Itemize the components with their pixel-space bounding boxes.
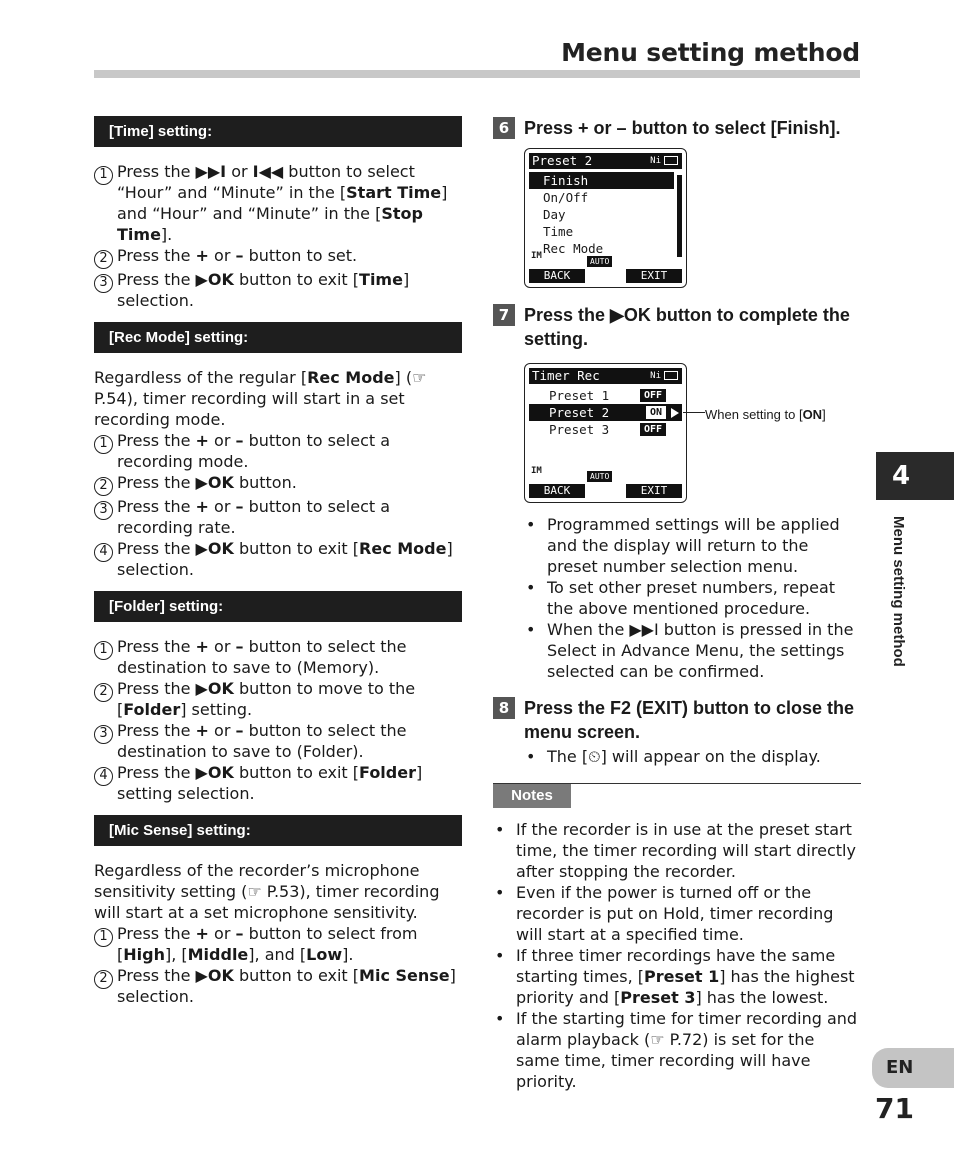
list-item-text: Press the ▶OK button to exit [Time] selection. [117,270,410,310]
list-item [94,720,462,762]
step-number-circle: 4 [94,543,113,562]
back-softkey: BACK [529,269,585,283]
list-item [94,472,462,496]
notes-header [493,783,861,805]
battery-type-icon: Ni [650,371,661,381]
callout-label: When setting to [ON] [705,407,826,422]
preset-row: Preset 1 OFF [529,387,682,404]
exit-softkey: EXIT [626,269,682,283]
screen-header: Timer Rec Ni [529,368,682,384]
battery-icon [664,371,678,380]
left-column [94,116,462,1007]
time-steps [94,161,462,311]
auto-badge: AUTO [587,471,612,482]
list-item [94,636,462,678]
battery-type-icon: Ni [650,156,661,166]
list-item: • If the starting time for timer recording and alarm playback (☞ P.72) is set for the same time, timer recording will have priority. [495,1009,858,1091]
section-heading-mic-sense: [Mic Sense] setting: [94,815,462,846]
list-item [94,538,462,580]
step-number-circle: 2 [94,477,113,496]
status-badge: ON [646,406,666,419]
rec-mode-block [94,367,462,580]
list-item-text: Press the + or – button to set. [117,246,358,265]
list-item: • To set other preset numbers, repeat the above mentioned procedure. [526,578,836,618]
list-item-text: Press the ▶OK button. [117,473,297,492]
page-number: 71 [875,1092,914,1125]
exit-softkey: EXIT [626,484,682,498]
list-item-text: Press the + or – button to select the destination to save to (Folder). [117,721,407,761]
status-badge: OFF [640,423,666,436]
step-number-circle: 1 [94,435,113,454]
menu-item: Rec Mode [543,241,604,256]
list-item [94,923,462,965]
step-number: 7 [493,304,515,326]
notes-list [493,819,861,1092]
list-item: • If the recorder is in use at the preset start time, the timer recording will start directly after stopping the recorder. [495,820,856,881]
scrollbar [677,175,682,257]
title-rule [94,70,860,78]
callout-line [683,412,705,413]
list-item [94,965,462,1007]
list-item-text: Press the + or – button to select the destination to save to (Memory). [117,637,407,677]
step-number-circle: 3 [94,274,113,293]
step-number-circle: 1 [94,928,113,947]
section-heading-folder: [Folder] setting: [94,591,462,622]
step-8-notes [524,746,861,767]
previous-button-icon: I◀◀ [252,162,284,181]
list-item [94,269,462,311]
chapter-tab: 4 [876,452,954,500]
mic-icon: IM [531,251,542,261]
step-number-circle: 1 [94,166,113,185]
battery-icon [664,156,678,165]
back-softkey: BACK [529,484,585,498]
step-text: Press + or – button to select [Finish]. [524,118,841,138]
list-item-text: Press the + or – button to select from [High], [Middle], and [Low]. [117,924,418,964]
mic-sense-block [94,860,462,1007]
list-item: • Programmed settings will be applied and the display will return to the preset number selection menu. [526,515,840,576]
list-item [94,245,462,269]
play-arrow-icon [671,408,679,418]
section-heading-rec-mode: [Rec Mode] setting: [94,322,462,353]
preset-row: Preset 3 OFF [529,421,682,438]
list-item: • The [⏲] will appear on the display. [526,747,821,766]
step-number-circle: 3 [94,501,113,520]
device-screen-preset [524,148,687,288]
rec-mode-intro: Regardless of the regular [Rec Mode] (☞ P.54), timer recording will start in a set recording mode. [94,368,427,429]
list-item [94,161,462,245]
auto-badge: AUTO [587,256,612,267]
step-7 [493,303,861,351]
preset-row-selected: Preset 2 ON [529,404,682,421]
step-number-circle: 4 [94,767,113,786]
language-tab: EN [872,1048,954,1088]
screen-header: Preset 2 Ni [529,153,682,169]
step-7-notes [524,514,861,682]
device-screen-timer-rec [524,363,826,503]
step-number-circle: 2 [94,250,113,269]
list-item: • When the ▶▶I button is pressed in the Select in Advance Menu, the settings selected can be confirmed. [526,620,854,681]
step-number-circle: 3 [94,725,113,744]
list-item: • Even if the power is turned off or the recorder is put on Hold, timer recording will start at a specified time. [495,883,834,944]
page-title: Menu setting method [561,38,860,67]
list-item-text: Press the + or – button to select a recording mode. [117,431,391,471]
step-6 [493,116,861,140]
menu-item: Time [543,224,574,239]
section-heading-time: [Time] setting: [94,116,462,147]
list-item-text: Press the + or – button to select a recording rate. [117,497,391,537]
list-item [94,496,462,538]
list-item-text: Press the ▶▶I or I◀◀ button to select “Hour” and “Minute” in the [Start Time] and “Hour” and “Minute” in the [Stop Time]. [117,162,448,244]
list-item-text: Press the ▶OK button to exit [Folder] setting selection. [117,763,423,803]
step-8 [493,696,861,744]
step-text: Press the ▶OK button to complete the setting. [524,305,850,349]
list-item [94,678,462,720]
menu-item-selected: Finish [529,172,674,189]
right-column [493,116,861,1092]
notes-label: Notes [493,784,571,808]
next-button-icon: ▶▶I [195,162,227,181]
menu-item: On/Off [543,190,589,205]
list-item [94,762,462,804]
step-text: Press the F2 (EXIT) button to close the menu screen. [524,698,855,742]
folder-steps [94,636,462,804]
step-number: 6 [493,117,515,139]
list-item-text: Press the ▶OK button to exit [Mic Sense] selection. [117,966,456,1006]
list-item-text: Press the ▶OK button to exit [Rec Mode] selection. [117,539,453,579]
step-number-circle: 1 [94,641,113,660]
step-number-circle: 2 [94,683,113,702]
status-badge: OFF [640,389,666,402]
mic-sense-intro: Regardless of the recorder’s microphone sensitivity setting (☞ P.53), timer recording will start at a set microphone sensitivity. [94,861,440,922]
list-item [94,430,462,472]
mic-icon: IM [531,466,542,476]
list-item-text: Press the ▶OK button to move to the [Folder] setting. [117,679,416,719]
chapter-label: Menu setting method [890,516,907,667]
step-number: 8 [493,697,515,719]
step-number-circle: 2 [94,970,113,989]
list-item: • If three timer recordings have the same starting times, [Preset 1] has the highest priority and [Preset 3] has the lowest. [495,946,855,1007]
menu-item: Day [543,207,566,222]
